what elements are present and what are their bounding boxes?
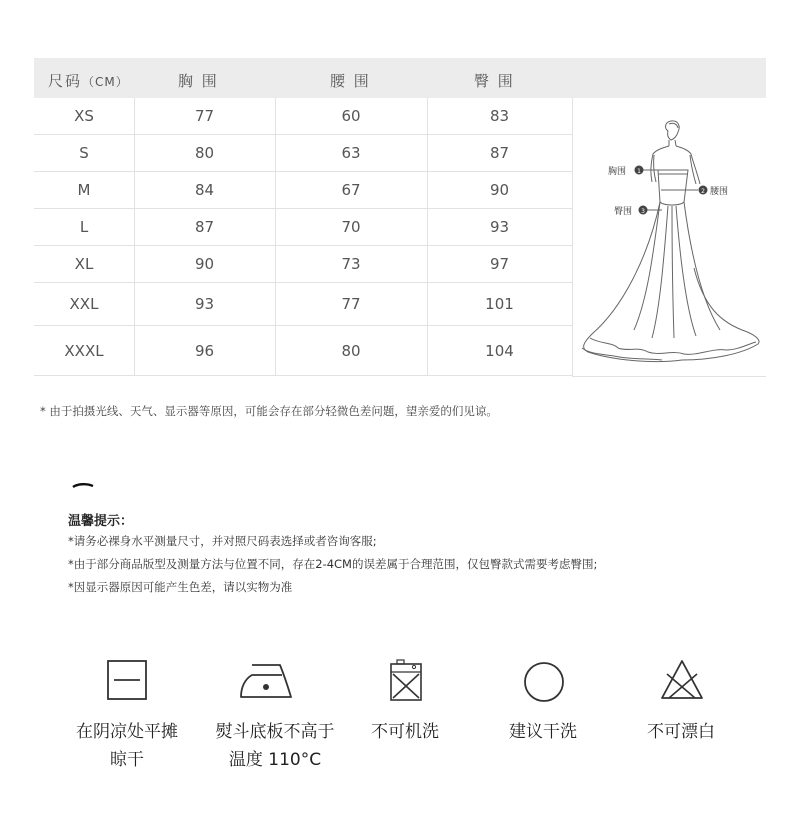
waist-cell: 73 (341, 255, 361, 273)
waist-cell: 80 (341, 341, 361, 360)
hip-cell: 104 (485, 341, 514, 360)
table-row (34, 135, 572, 172)
tip-item: *由于部分商品版型及测量方法与位置不同，存在2-4CM的误差属于合理范围，仅包臀款式需要考虑臀围; (68, 557, 598, 571)
header-waist: 腰 围 (330, 72, 371, 90)
waist-cell: 77 (341, 295, 361, 313)
hip-cell: 93 (489, 218, 510, 236)
care-label-line: 在阴凉处平摊 (76, 722, 178, 742)
flat-dry-icon (106, 659, 148, 701)
table-row (34, 98, 572, 135)
care-label-line: 晾干 (110, 750, 144, 770)
table-row (34, 246, 572, 283)
color-difference-note: * 由于拍摄光线、天气、显示器等原因，可能会存在部分轻微色差问题，望亲爱的们见谅。 (40, 404, 498, 418)
waist-cell: 70 (341, 218, 361, 236)
bust-cell: 93 (194, 295, 215, 313)
column-divider (427, 98, 428, 376)
header-hip: 臀 围 (474, 72, 515, 90)
hip-cell: 90 (489, 181, 510, 199)
waist-cell: 60 (341, 107, 361, 125)
hip-marker-number: 3 (641, 208, 645, 215)
tip-item: *因显示器原因可能产生色差，请以实物为准 (68, 580, 293, 594)
size-table-header (34, 58, 766, 98)
waist-cell: 67 (341, 181, 361, 199)
header-size-unit: （CM） (82, 75, 129, 89)
figure-label-hip: 臀围 (614, 207, 633, 217)
care-label-line: 不可漂白 (647, 722, 715, 742)
waist-marker-number: 2 (701, 188, 705, 195)
hip-cell: 97 (489, 255, 510, 273)
column-divider (275, 98, 276, 376)
care-label-no-bleach (626, 718, 736, 746)
care-label-line: 熨斗底板不高于 (215, 722, 335, 742)
waist-cell: 63 (341, 144, 361, 162)
size-cell: XXL (69, 295, 99, 313)
table-row (34, 172, 572, 209)
measurement-figure (572, 98, 766, 377)
no-bleach-icon (659, 658, 705, 702)
gown-silhouette-icon (572, 98, 766, 376)
hip-cell: 87 (489, 144, 510, 162)
care-label-no-machine-wash (350, 718, 460, 746)
bust-cell: 80 (194, 144, 215, 162)
header-size (48, 70, 129, 91)
bust-marker-number: 1 (637, 168, 641, 175)
section-mark-icon (72, 483, 94, 488)
care-label-line: 建议干洗 (509, 722, 577, 742)
bust-cell: 87 (194, 218, 215, 236)
size-cell: S (79, 144, 89, 162)
figure-label-bust: 胸围 (608, 167, 627, 177)
iron-low-icon (238, 659, 294, 701)
table-row (34, 209, 572, 246)
header-bust: 胸 围 (178, 72, 219, 90)
size-cell: XS (74, 107, 94, 125)
tips-title: 温馨提示： (68, 514, 134, 529)
care-label-iron (200, 718, 350, 774)
dry-clean-icon (522, 660, 566, 704)
header-size-label: 尺码 (48, 72, 83, 90)
table-row (34, 283, 572, 326)
bust-cell: 84 (194, 181, 215, 199)
size-table (34, 58, 766, 376)
bust-cell: 77 (194, 107, 215, 125)
care-label-line: 温度 110°C (228, 750, 322, 770)
table-row (34, 326, 572, 376)
size-cell: L (79, 218, 89, 236)
hip-cell: 83 (489, 107, 510, 125)
tip-item: *请务必裸身水平测量尺寸，并对照尺码表选择或者咨询客服; (68, 534, 377, 548)
care-label-flat-dry (62, 718, 192, 774)
hip-cell: 101 (485, 295, 514, 313)
no-machine-wash-icon (388, 658, 424, 704)
figure-label-waist: 腰围 (710, 187, 729, 197)
size-cell: XXXL (64, 341, 104, 360)
care-label-dry-clean (488, 718, 598, 746)
bust-cell: 90 (194, 255, 215, 273)
size-cell: XL (74, 255, 94, 273)
column-divider (134, 98, 135, 376)
size-cell: M (77, 181, 91, 199)
bust-cell: 96 (194, 341, 215, 360)
care-label-line: 不可机洗 (371, 722, 439, 742)
